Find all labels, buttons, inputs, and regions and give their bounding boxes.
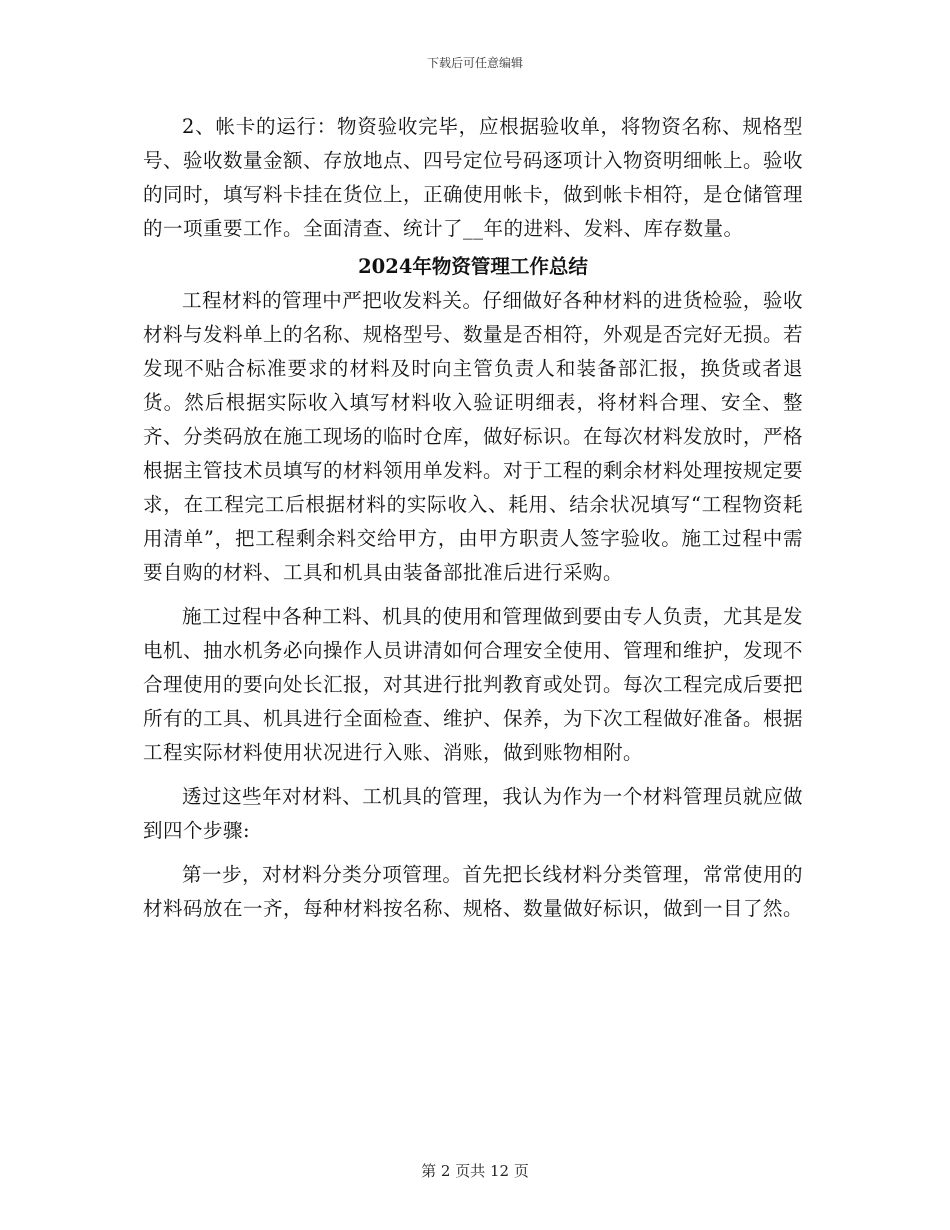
header-note: 下载后可任意编辑: [426, 56, 523, 70]
paragraph-tool-management: 施工过程中各种工料、机具的使用和管理做到要由专人负责，尤其是发电机、抽水机务必向操作人员讲清如何合理安全使用、管理和维护，发现不合理使用的要向处长汇报，对其进行批判教育或处罚。每次工程完成后要把所有的工具、机具进行全面检查、维护、保养，为下次工程做好准备。根据工程实际材料使用状况进行入账、消账，做到账物相附。: [143, 605, 804, 764]
paragraph-step-one: 第一步，对材料分类分项管理。首先把长线材料分类管理，常常使用的材料码放在一齐，每种材料按名称、规格、数量做好标识，做到一目了然。: [143, 863, 804, 920]
paragraph-material-receiving: 工程材料的管理中严把收发料关。仔细做好各种材料的进货检验，验收材料与发料单上的名称、规格型号、数量是否相符，外观是否完好无损。若发现不贴合标准要求的材料及时向主管负责人和装备部汇报，换货或者退货。然后根据实际收入填写材料收入验证明细表，将材料合理、安全、整齐、分类码放在施工现场的临时仓库，做好标识。在每次材料发放时，严格根据主管技术员填写的材料领用单发料。对于工程的剩余材料处理按规定要求，在工程完工后根据材料的实际收入、耗用、结余状况填写“工程物资耗用清单”，把工程剩余料交给甲方，由甲方职责人签字验收。施工过程中需要自购的材料、工具和机具由装备部批准后进行采购。: [143, 289, 804, 584]
page-number: 第 2 页共 12 页: [421, 1162, 529, 1180]
document-title: 2024年物资管理工作总结: [358, 255, 588, 278]
paragraph-four-steps: 透过这些年对材料、工机具的管理，我认为作为一个材料管理员就应做到四个步骤:: [143, 785, 803, 842]
paragraph-account-card: 2、帐卡的运行：物资验收完毕，应根据验收单，将物资名称、规格型号、验收数量金额、存放地点、四号定位号码逐项计入物资明细帐上。验收的同时，填写料卡挂在货位上，正确使用帐卡，做到帐卡相符，是仓储管理的一项重要工作。全面清查、统计了__年的进料、发料、库存数量。: [143, 115, 804, 240]
document-body: [143, 110, 803, 926]
